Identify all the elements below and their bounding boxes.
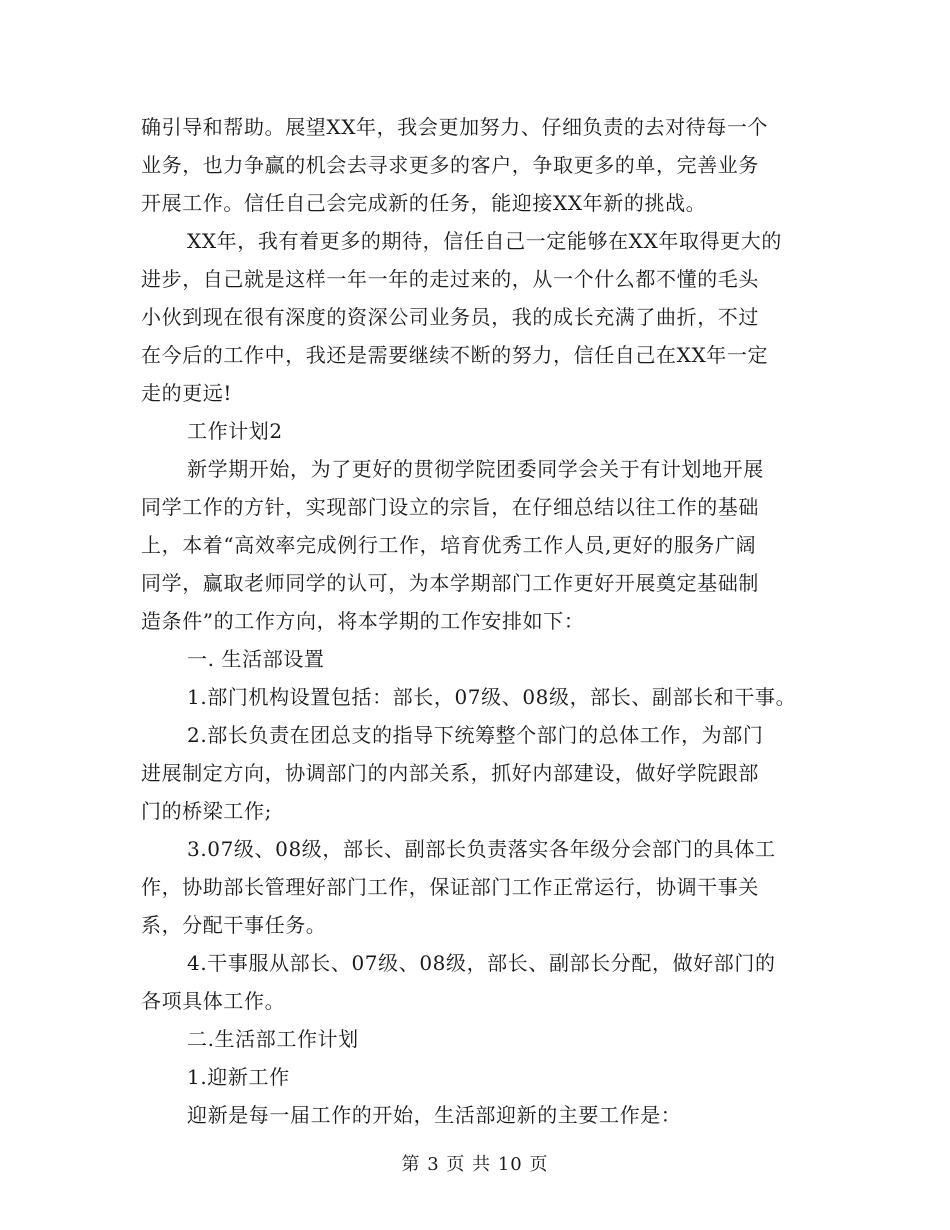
page-number-footer: 第 3 页 共 10 页 xyxy=(401,1154,549,1175)
section-heading-plan: 二.生活部工作计划 xyxy=(187,1027,359,1051)
body-line-17: 2.部长负责在团总支的指导下统筹整个部门的总体工作，为部门 xyxy=(187,723,764,747)
body-line-24: 各项具体工作。 xyxy=(141,989,286,1013)
body-line-21: 作，协助部长管理好部门工作，保证部门工作正常运行，协调干事关 xyxy=(141,875,759,899)
body-line-8: 走的更远! xyxy=(141,381,233,405)
body-line-12: 上，本着“高效率完成例行工作，培育优秀工作人员,更好的服务广阔 xyxy=(141,533,757,557)
body-line-1: 确引导和帮助。展望XX年，我会更加努力、仔细负责的去对待每一个 xyxy=(141,115,769,139)
body-line-27: 迎新是每一届工作的开始，生活部迎新的主要工作是： xyxy=(187,1103,682,1127)
body-line-2: 业务，也力争赢的机会去寻求更多的客户，争取更多的单，完善业务 xyxy=(141,153,759,177)
body-line-20: 3.07级、08级，部长、副部长负责落实各年级分会部门的具体工 xyxy=(187,837,776,861)
body-line-7: 在今后的工作中，我还是需要继续不断的努力，信任自己在XX年一定 xyxy=(141,343,769,367)
body-line-10: 新学期开始，为了更好的贯彻学院团委同学会关于有计划地开展 xyxy=(187,457,764,481)
section-heading-work-plan-2: 工作计划2 xyxy=(187,419,283,443)
body-line-18: 进展制定方向，协调部门的内部关系，抓好内部建设，做好学院跟部 xyxy=(141,761,759,785)
body-line-3: 开展工作。信任自己会完成新的任务，能迎接XX年新的挑战。 xyxy=(141,191,707,215)
body-line-5: 进步，自己就是这样一年一年的走过来的，从一个什么都不懂的毛头 xyxy=(141,267,759,291)
body-line-11: 同学工作的方针，实现部门设立的宗旨，在仔细总结以往工作的基础 xyxy=(141,495,759,519)
body-line-23: 4.干事服从部长、07级、08级，部长、副部长分配，做好部门的 xyxy=(187,951,776,975)
body-line-4: XX年，我有着更多的期待，信任自己一定能够在XX年取得更大的 xyxy=(187,229,782,253)
body-line-19: 门的桥梁工作; xyxy=(141,799,272,823)
body-line-14: 造条件”的工作方向，将本学期的工作安排如下： xyxy=(141,609,585,633)
body-line-6: 小伙到现在很有深度的资深公司业务员，我的成长充满了曲折，不过 xyxy=(141,305,759,329)
body-line-13: 同学，赢取老师同学的认可，为本学期部门工作更好开展奠定基础制 xyxy=(141,571,759,595)
body-line-16: 1.部门机构设置包括：部长，07级、08级，部长、副部长和干事。 xyxy=(187,685,797,709)
subheading-welcome-work: 1.迎新工作 xyxy=(187,1065,290,1089)
section-heading-setup: 一. 生活部设置 xyxy=(187,647,325,671)
body-line-22: 系，分配干事任务。 xyxy=(141,913,327,937)
